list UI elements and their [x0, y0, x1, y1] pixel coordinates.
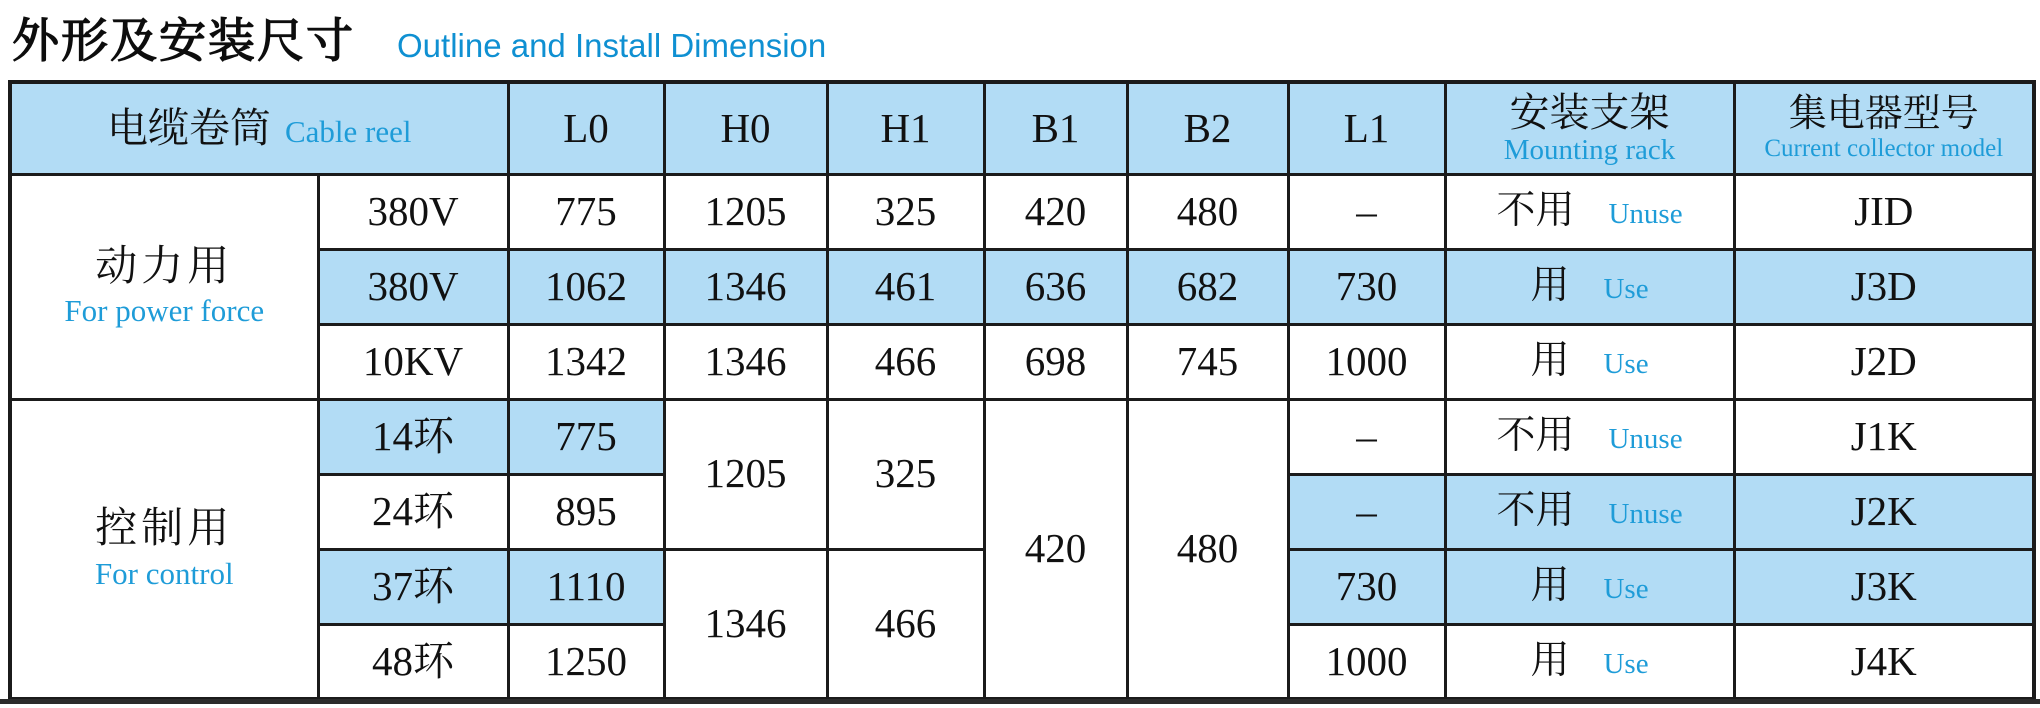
cell-r3-sub: 10KV	[318, 324, 508, 399]
cell-r1-l1: –	[1288, 174, 1445, 249]
cell-r5-model: J2K	[1734, 474, 2034, 549]
header-b1: B1	[984, 82, 1127, 174]
header-h1: H1	[827, 82, 984, 174]
header-h0: H0	[664, 82, 827, 174]
cell-r2-l0: 1062	[508, 249, 664, 324]
cell-r2-rack: 用 Use	[1445, 249, 1734, 324]
page-title-zh: 外形及安装尺寸	[12, 14, 355, 67]
cell-r3-l1: 1000	[1288, 324, 1445, 399]
header-cable-reel-en: Cable reel	[285, 113, 412, 149]
cell-r3-model: J2D	[1734, 324, 2034, 399]
header-l0: L0	[508, 82, 664, 174]
cell-r7-model: J4K	[1734, 624, 2034, 699]
cell-r1-l0: 775	[508, 174, 664, 249]
group-control: 控制用 For control	[10, 399, 318, 699]
group-power: 动力用 For power force	[10, 174, 318, 399]
cell-r1-b1: 420	[984, 174, 1127, 249]
cell-r3-rack: 用 Use	[1445, 324, 1734, 399]
cell-r4-rack: 不用 Unuse	[1445, 399, 1734, 474]
cell-r3-l0: 1342	[508, 324, 664, 399]
cell-r5-sub: 24环	[318, 474, 508, 549]
cell-r5-l0: 895	[508, 474, 664, 549]
cell-r2-h1: 461	[827, 249, 984, 324]
cell-r4-h0: 1205	[664, 399, 827, 549]
cell-r6-l1: 730	[1288, 549, 1445, 624]
cell-r2-l1: 730	[1288, 249, 1445, 324]
cell-r4-model: J1K	[1734, 399, 2034, 474]
cell-r4-l0: 775	[508, 399, 664, 474]
cell-r4-b2: 480	[1127, 399, 1288, 699]
header-mounting-rack: 安装支架 Mounting rack	[1445, 82, 1734, 174]
page-title	[12, 4, 826, 71]
cell-r3-h1: 466	[827, 324, 984, 399]
cell-r6-model: J3K	[1734, 549, 2034, 624]
cell-r3-b1: 698	[984, 324, 1127, 399]
page-title-en: Outline and Install Dimension	[397, 27, 827, 64]
cell-r3-h0: 1346	[664, 324, 827, 399]
cell-r2-model: J3D	[1734, 249, 2034, 324]
dimension-table	[8, 80, 2036, 701]
table-row	[10, 399, 2034, 474]
cell-r6-h1: 466	[827, 549, 984, 699]
cell-r5-l1: –	[1288, 474, 1445, 549]
cell-r4-b1: 420	[984, 399, 1127, 699]
cell-r1-h1: 325	[827, 174, 984, 249]
cell-r1-rack: 不用 Unuse	[1445, 174, 1734, 249]
cell-r1-model: JID	[1734, 174, 2034, 249]
cell-r2-h0: 1346	[664, 249, 827, 324]
cell-r7-rack: 用 Use	[1445, 624, 1734, 699]
cell-r1-h0: 1205	[664, 174, 827, 249]
cell-r4-l1: –	[1288, 399, 1445, 474]
header-l1: L1	[1288, 82, 1445, 174]
cell-r5-rack: 不用 Unuse	[1445, 474, 1734, 549]
cell-r1-sub: 380V	[318, 174, 508, 249]
cell-r2-sub: 380V	[318, 249, 508, 324]
cell-r3-b2: 745	[1127, 324, 1288, 399]
header-cable-reel	[10, 82, 508, 174]
cell-r2-b2: 682	[1127, 249, 1288, 324]
cell-r2-b1: 636	[984, 249, 1127, 324]
cell-r7-l1: 1000	[1288, 624, 1445, 699]
cell-r7-sub: 48环	[318, 624, 508, 699]
cell-r4-h1: 325	[827, 399, 984, 549]
header-cable-reel-zh: 电缆卷筒	[107, 104, 271, 151]
cell-r7-l0: 1250	[508, 624, 664, 699]
table-row	[10, 174, 2034, 249]
cell-r6-l0: 1110	[508, 549, 664, 624]
header-collector-model: 集电器型号 Current collector model	[1734, 82, 2034, 174]
header-b2: B2	[1127, 82, 1288, 174]
bottom-page-rule	[0, 699, 2040, 704]
cell-r6-h0: 1346	[664, 549, 827, 699]
cell-r4-sub: 14环	[318, 399, 508, 474]
cell-r1-b2: 480	[1127, 174, 1288, 249]
cell-r6-sub: 37环	[318, 549, 508, 624]
cell-r6-rack: 用 Use	[1445, 549, 1734, 624]
